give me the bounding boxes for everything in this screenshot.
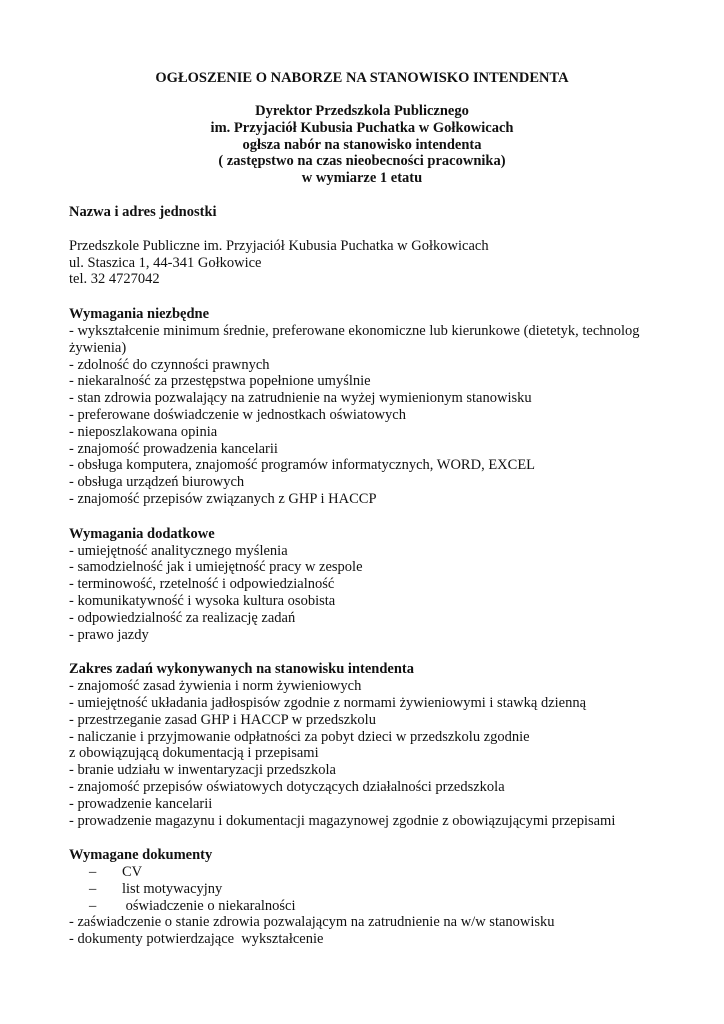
tasks-section (69, 661, 679, 829)
list-item: żywienia) (69, 339, 127, 356)
documents-section (69, 847, 679, 948)
list-item: - znajomość przepisów oświatowych dotyczących działalności przedszkola (69, 778, 505, 795)
required-heading: Wymagania niezbędne (69, 306, 210, 323)
list-item: - prowadzenie kancelarii (69, 795, 213, 812)
additional-list (69, 543, 679, 644)
header-line: w wymiarze 1 etatu (301, 170, 423, 187)
list-item: - obsługa urządzeń biurowych (69, 474, 245, 491)
page-title: OGŁOSZENIE O NABORZE NA STANOWISKO INTENDENTA (155, 70, 569, 86)
header-line: Dyrektor Przedszkola Publicznego (255, 103, 469, 119)
list-item: - znajomość prowadzenia kancelarii (69, 440, 278, 457)
unit-address: ul. Staszica 1, 44-341 Gołkowice (69, 254, 262, 271)
list-item-text: oświadczenie o niekaralności (122, 897, 296, 914)
documents-dash-list (69, 864, 679, 914)
list-item: - naliczanie i przyjmowanie odpłatności za pobyt dzieci w przedszkolu zgodnie (69, 728, 530, 745)
list-item: - preferowane doświadczenie w jednostkach oświatowych (69, 406, 406, 423)
list-item: - obsługa komputera, znajomość programów informatycznych, WORD, EXCEL (69, 457, 536, 474)
list-item: - niekaralność za przestępstwa popełnione umyślnie (69, 373, 371, 390)
list-item-continuation: z obowiązującą dokumentacją i przepisami (69, 745, 319, 762)
list-item: - umiejętność układania jadłospisów zgodnie z normami żywieniowymi i stawką dzienną (69, 694, 587, 711)
unit-heading: Nazwa i adres jednostki (69, 204, 217, 220)
announcement-header (0, 103, 724, 187)
required-section (69, 306, 679, 508)
list-item (69, 898, 679, 915)
header-line: ( zastępstwo na czas nieobecności pracownika) (218, 153, 506, 170)
list-item: - znajomość zasad żywienia i norm żywieniowych (69, 678, 362, 695)
dash-bullet: – (89, 864, 97, 881)
list-item (69, 881, 679, 898)
list-item: - prowadzenie magazynu i dokumentacji magazynowej zgodnie z obowiązującymi przepisami (69, 812, 616, 829)
documents-list (69, 914, 679, 948)
additional-heading: Wymagania dodatkowe (69, 525, 215, 542)
list-item: - znajomość przepisów związanych z GHP i HACCP (69, 490, 377, 507)
list-item: - branie udziału w inwentaryzacji przedszkola (69, 762, 336, 779)
list-item: - prawo jazdy (69, 626, 149, 643)
document-body (69, 204, 679, 948)
tasks-list (69, 678, 679, 829)
unit-phone: tel. 32 4727042 (69, 271, 160, 288)
list-item: - przestrzeganie zasad GHP i HACCP w przedszkolu (69, 711, 376, 728)
dash-bullet: – (89, 897, 97, 914)
list-item-text: list motywacyjny (122, 880, 223, 897)
list-item: - zaświadczenie o stanie zdrowia pozwalającym na zatrudnienie na w/w stanowisku (69, 914, 555, 931)
documents-heading: Wymagane dokumenty (69, 847, 213, 864)
list-item: - odpowiedzialność za realizację zadań (69, 609, 296, 626)
list-item: - stan zdrowia pozwalający na zatrudnienie na wyżej wymienionym stanowisku (69, 390, 532, 407)
tasks-heading: Zakres zadań wykonywanych na stanowisku intendenta (69, 661, 414, 678)
dash-bullet: – (89, 880, 97, 897)
list-item: - zdolność do czynności prawnych (69, 356, 270, 373)
header-line: im. Przyjaciół Kubusia Puchatka w Gołkowicach (210, 119, 514, 136)
list-item-text: CV (122, 864, 143, 881)
unit-name: Przedszkole Publiczne im. Przyjaciół Kubusia Puchatka w Gołkowicach (69, 237, 489, 254)
list-item: - samodzielność jak i umiejętność pracy w zespole (69, 559, 363, 576)
unit-section (69, 204, 679, 288)
list-item: - umiejętność analitycznego myślenia (69, 542, 288, 559)
required-list (69, 323, 679, 508)
list-item: - wykształcenie minimum średnie, preferowane ekonomiczne lub kierunkowe (dietetyk, technolog (69, 322, 640, 339)
additional-section (69, 526, 679, 644)
header-line: ogłsza nabór na stanowisko intendenta (242, 136, 482, 153)
list-item: - nieposzlakowana opinia (69, 423, 218, 440)
list-item: - dokumenty potwierdzające wykształcenie (69, 931, 324, 948)
list-item: - komunikatywność i wysoka kultura osobista (69, 592, 336, 609)
list-item: - terminowość, rzetelność i odpowiedzialność (69, 576, 335, 593)
list-item (69, 864, 679, 881)
